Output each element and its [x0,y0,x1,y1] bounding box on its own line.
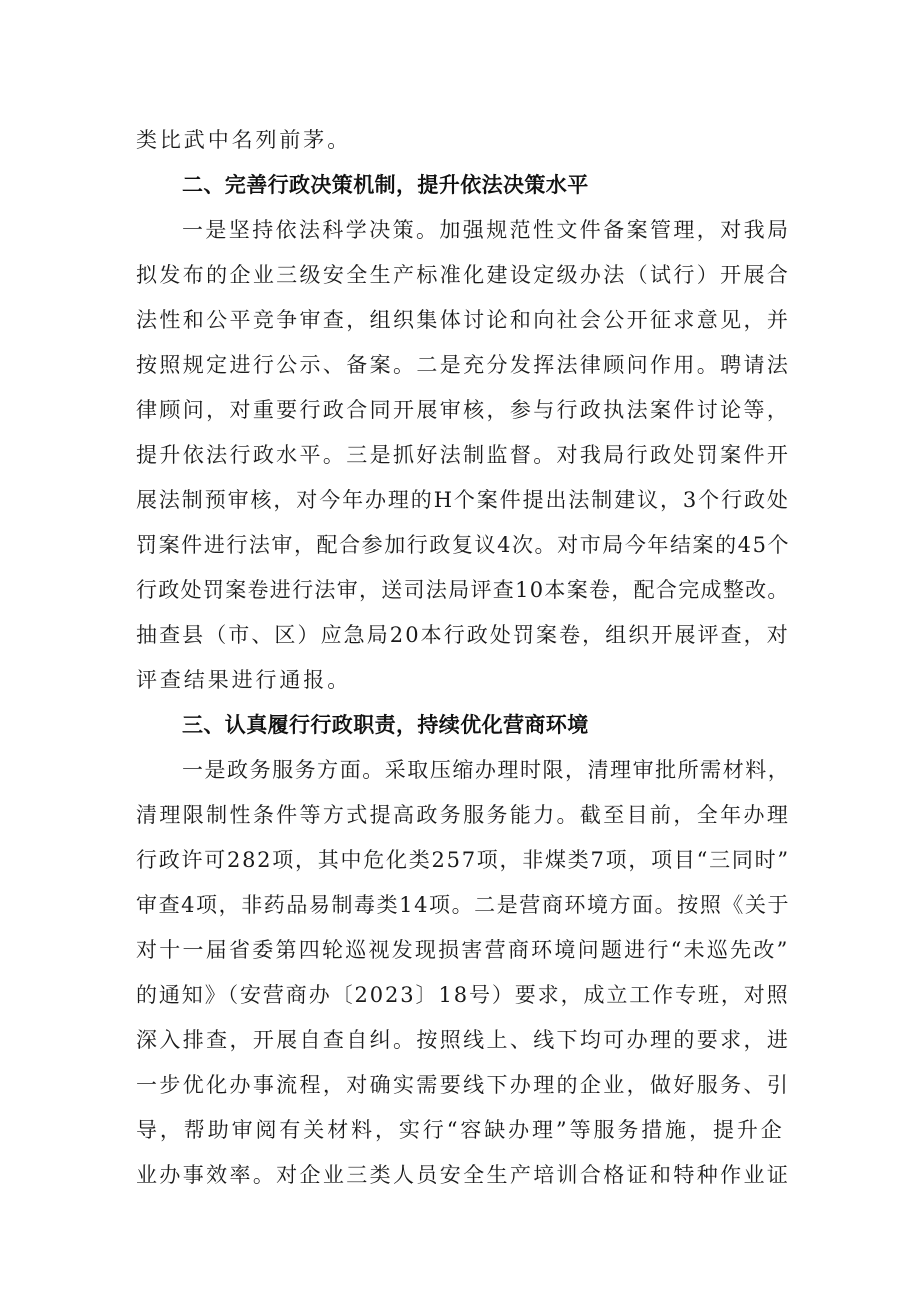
paragraph-line: 法性和公平竞争审查，组织集体讨论和向社会公开征求意见，并 [136,308,791,332]
paragraph-line: 对十一届省委第四轮巡视发现损害营商环境问题进行“未巡先改” [136,938,790,962]
paragraph-line: 抽查县（市、区）应急局20本行政处罚案卷，组织开展评查，对 [136,623,790,647]
paragraph-line: 业办事效率。对企业三类人员安全生产培训合格证和特种作业证 [136,1163,791,1187]
paragraph-line: 清理限制性条件等方式提高政务服务能力。截至目前，全年办理 [136,803,791,827]
paragraph-line: 的通知》（安营商办〔2023〕18号）要求，成立工作专班，对照 [136,983,790,1007]
paragraph-line: 一步优化办事流程，对确实需要线下办理的企业，做好服务、引 [136,1073,791,1097]
paragraph-line: 深入排查，开展自查自纠。按照线上、线下均可办理的要求，进 [136,1028,791,1052]
paragraph-line: 审查4项，非药品易制毒类14项。二是营商环境方面。按照《关于 [136,893,791,917]
paragraph-line: 一是坚持依法科学决策。加强规范性文件备案管理，对我局 [182,218,791,242]
paragraph-line: 罚案件进行法审，配合参加行政复议4次。对市局今年结案的45个 [136,533,791,557]
paragraph-line: 律顾问，对重要行政合同开展审核，参与行政执法案件讨论等， [136,398,791,422]
paragraph-line: 行政处罚案卷进行法审，送司法局评查10本案卷，配合完成整改。 [136,578,790,602]
paragraph-line: 按照规定进行公示、备案。二是充分发挥法律顾问作用。聘请法 [136,353,791,377]
paragraph-line: 导，帮助审阅有关材料，实行“容缺办理”等服务措施，提升企 [136,1118,785,1142]
paragraph-line: 拟发布的企业三级安全生产标准化建设定级办法（试行）开展合 [136,263,791,287]
paragraph-line: 提升依法行政水平。三是抓好法制监督。对我局行政处罚案件开 [136,443,791,467]
section-heading: 二、完善行政决策机制，提升依法决策水平 [182,173,589,197]
paragraph-line: 行政许可282项，其中危化类257项，非煤类7项，项目“三同时” [136,848,790,872]
paragraph-line: 展法制预审核，对今年办理的H个案件提出法制建议，3个行政处 [136,488,790,512]
paragraph-line: 一是政务服务方面。采取压缩办理时限，清理审批所需材料， [182,758,791,782]
section-heading: 三、认真履行行政职责，持续优化营商环境 [182,713,589,737]
paragraph-line: 评查结果进行通报。 [136,668,352,692]
paragraph-line: 类比武中名列前茅。 [136,128,352,152]
